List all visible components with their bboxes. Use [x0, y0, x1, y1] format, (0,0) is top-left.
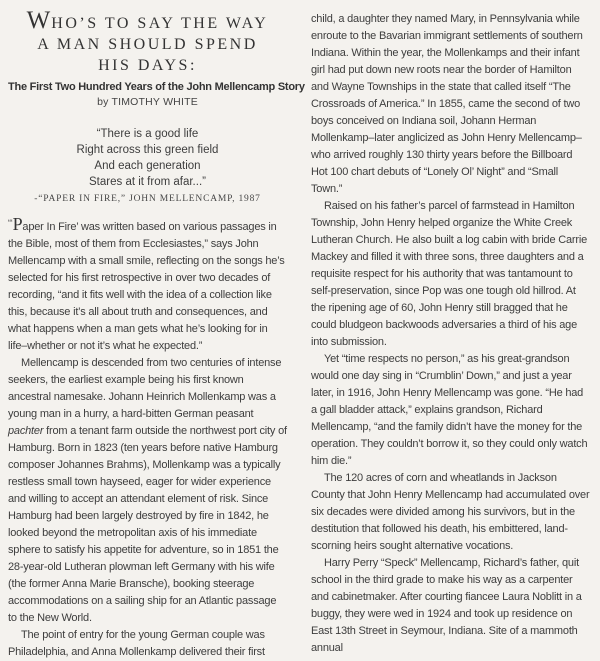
body-text: The point of entry for the young German couple was Philadelphia, and Anna Mollenkamp delivered their first [8, 629, 265, 658]
left-column [8, 7, 305, 658]
body-text: The 120 acres of corn and wheatlands in Jackson County that John Henry Mellencamp had accumulated over six decades were divided among his survivors, but in the destitution that followed his death, his embittered, land-scorning heirs sought alternative vocations. [311, 472, 590, 552]
left-body-text [8, 215, 287, 661]
paragraph [8, 355, 287, 627]
right-body-text [311, 11, 590, 657]
paragraph [8, 215, 287, 355]
body-text: Harry Perry “Speck” Mellencamp, Richard’s father, quit school in the third grade to make his way as a carpenter and cabinetmaker. After courting fiancee Laura Noblitt in a buggy, they were wed in 1924 and took up residence on East 13th Street in Seymour, Indiana. Site of a mammoth annual [311, 557, 582, 654]
paragraph [311, 351, 590, 470]
right-column [311, 8, 590, 654]
paragraph [8, 627, 287, 661]
drop-cap: P [12, 214, 23, 234]
body-text: Mellencamp is descended from two centuries of intense seekers, the earliest example being his first known ancestral namesake. Johann Heinrich Mollenkamp was a young man in a hurry, a hard-bitten German peasant [8, 357, 282, 420]
paragraph [311, 198, 590, 351]
title-line-1-rest: HO’S TO SAY THE WAY [51, 15, 269, 32]
body-text: child, a daughter they named Mary, in Pennsylvania while enroute to the Bavarian immigrant settlements of southern Indiana. Within the year, the Mollenkamps and their infant girl had put down new roots near the border of Hamilton and Wayne Townships in the state that called itself “The Crossroads of America.” In 1855, came the second of two boys conceived on Indiana soil, Johann Herman Mollenkamp–later anglicized as John Henry Mellencamp–who arrived roughly 130 thirty years before the Billboard Hot 100 chart debuts of “Lonely Ol’ Night” and “Small Town.” [311, 13, 583, 195]
article-title [8, 7, 287, 76]
quote-attribution: -“PAPER IN FIRE,” JOHN MELLENCAMP, 1987 [34, 194, 261, 204]
lyric-quote-line: And each generation [94, 160, 201, 172]
lyric-quote-line: “There is a good life [96, 128, 199, 140]
paragraph [311, 470, 590, 555]
article-subtitle: The First Two Hundred Years of the John Mellencamp Story [8, 81, 305, 93]
body-text: from a tenant farm outside the northwest port city of Hamburg. Born in 1823 (ten years before native Hamburg composer Johannes Brahms), Mollenkamp was a typically restless small town hayseed, eager for wider experience and willing to accept an attendant element of risk. Since Hamburg had been largely destroyed by fire in 1842, he looked beyond the metropolitan axis of his immediate sphere to satisfy his appetite for adventure, so in 1851 the 28-year-old Lutheran plowman left Germany with his wife (the former Anna Marie Bransche), booking steerage accommodations on a sailing ship for an Atlantic passage to the New World. [8, 425, 287, 624]
title-line-3: HIS DAYS: [98, 57, 197, 74]
paragraph [311, 555, 590, 657]
lyric-quote-line: Right across this green field [76, 144, 219, 156]
lyric-quote [8, 126, 287, 190]
opening-quotes: “‘ [8, 218, 13, 228]
title-initial-cap: W [26, 7, 52, 34]
byline: by TIMOTHY WHITE [97, 96, 198, 108]
body-text: aper In Fire’ was written based on various passages in the Bible, most of them from Ecclesiastes,” says John Mellencamp with a small smile, reflecting on the songs he’s selected for his first retrospective in over two decades of recording, “and it fits well with the idea of a collection like this, because it’s all about truth and consequences, and what happens when a man gets what he’s looking for in life–whether or not it’s what he expected.” [8, 221, 285, 352]
paragraph [311, 11, 590, 198]
italic-text: pachter [8, 425, 44, 437]
lyric-quote-line: Stares at it from afar...” [89, 176, 206, 188]
body-text: Yet “time respects no person,” as his great-grandson would one day sing in “Crumblin’ Down,” and just a year later, in 1916, John Henry Mellencamp was gone. “He had a gall bladder attack,” explains grandson, Richard Mellencamp, “and the family didn’t have the money for the operation. They couldn’t borrow it, so they could only watch him die.” [311, 353, 588, 467]
body-text: Raised on his father’s parcel of farmstead in Hamilton Township, John Henry helped organize the White Creek Lutheran Church. He also built a log cabin with bride Carrie Mackey and filled it with three sons, three daughters and a requisite respect for his authority that was tantamount to self-preservation, since Pop was one tough old hillrod. At the ripening age of 60, John Henry still bragged that he could bludgeon backwoods adversaries a third of his age into submission. [311, 200, 587, 348]
title-line-1 [8, 7, 287, 34]
title-line-2: A MAN SHOULD SPEND [37, 36, 258, 53]
